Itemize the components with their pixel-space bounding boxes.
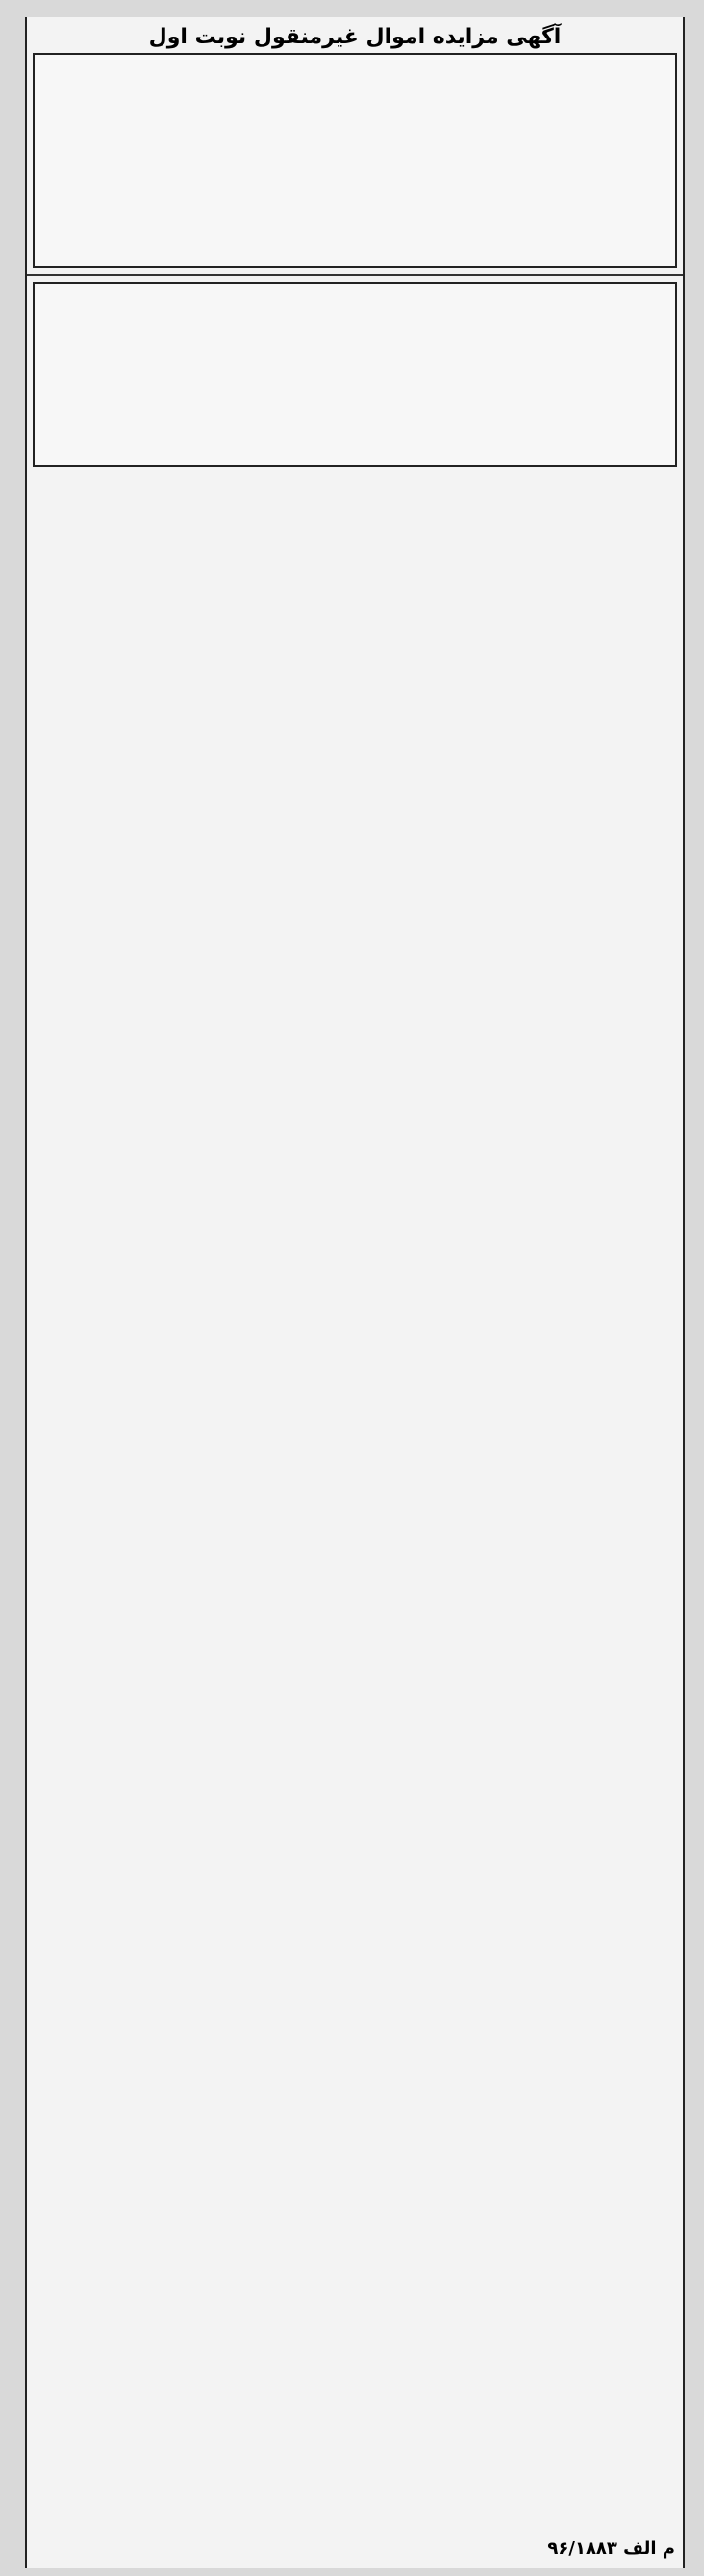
section-4 bbox=[33, 634, 677, 821]
section-2-paragraph-3 bbox=[40, 320, 669, 336]
section-2-paragraph-4 bbox=[40, 336, 669, 351]
section-1-paragraph-9 bbox=[40, 184, 669, 199]
section-4-paragraph-8 bbox=[38, 753, 671, 769]
section-1-boxed bbox=[33, 53, 677, 268]
section-7-paragraph-4 bbox=[38, 1223, 671, 1238]
section-3-paragraph-4 bbox=[38, 530, 671, 545]
section-4-paragraph-4 bbox=[38, 692, 671, 707]
section-3-paragraph-2 bbox=[38, 499, 671, 515]
section-1-paragraph-11 bbox=[40, 215, 669, 230]
section-4-paragraph-2 bbox=[38, 661, 671, 676]
section-4-paragraph-5 bbox=[38, 707, 671, 722]
section-7-paragraph-6 bbox=[38, 1253, 671, 1269]
section-6 bbox=[33, 988, 677, 1159]
section-6-paragraph-4 bbox=[38, 1046, 671, 1061]
section-6-paragraph-7 bbox=[38, 1092, 671, 1107]
section-5-paragraph-8 bbox=[38, 946, 671, 961]
section-3-paragraph-9 bbox=[38, 607, 671, 622]
page-title: آگهی مزایده اموال غیرمنقول نوبت اول bbox=[148, 25, 562, 49]
section-1-paragraph-8 bbox=[40, 168, 669, 184]
section-6-paragraph-1 bbox=[38, 999, 671, 1015]
clipping-divider bbox=[27, 274, 683, 276]
section-5-paragraph-4 bbox=[38, 884, 671, 899]
section-3 bbox=[33, 472, 677, 628]
section-2-boxed bbox=[33, 282, 677, 467]
section-6-paragraph-5 bbox=[38, 1061, 671, 1076]
section-2-paragraph-8 bbox=[40, 397, 669, 413]
section-4-paragraph-11 bbox=[38, 799, 671, 815]
section-1-paragraph-10 bbox=[40, 199, 669, 215]
section-2-paragraph-1 bbox=[40, 290, 669, 305]
section-1-paragraph-12 bbox=[40, 230, 669, 245]
section-1-paragraph-13 bbox=[40, 245, 669, 261]
section-4-paragraph-7 bbox=[38, 738, 671, 753]
section-6-paragraph-3 bbox=[38, 1030, 671, 1046]
section-2-paragraph-2 bbox=[40, 305, 669, 320]
section-7-paragraph-2 bbox=[38, 1192, 671, 1207]
section-7-paragraph-1 bbox=[38, 1176, 671, 1192]
section-7-paragraph-3 bbox=[38, 1207, 671, 1223]
section-1-paragraph-1 bbox=[40, 61, 669, 76]
section-7 bbox=[33, 1165, 677, 1336]
section-7-paragraph-7 bbox=[38, 1269, 671, 1284]
section-2-paragraph-7 bbox=[40, 382, 669, 397]
section-1-paragraph-2 bbox=[40, 76, 669, 91]
section-2-paragraph-6 bbox=[40, 366, 669, 382]
section-4-paragraph-3 bbox=[38, 676, 671, 692]
section-7-paragraph-8 bbox=[38, 1284, 671, 1300]
section-6-paragraph-10 bbox=[38, 1138, 671, 1153]
reference-number: م الف ۹۶/۱۸۸۳ bbox=[547, 2538, 675, 2559]
section-5 bbox=[33, 826, 677, 982]
section-3-paragraph-3 bbox=[38, 515, 671, 530]
section-4-paragraph-9 bbox=[38, 769, 671, 784]
section-3-paragraph-1 bbox=[38, 484, 671, 499]
section-2-paragraph-5 bbox=[40, 351, 669, 366]
section-5-paragraph-2 bbox=[38, 853, 671, 869]
section-1-paragraph-4 bbox=[40, 107, 669, 122]
section-6-paragraph-2 bbox=[38, 1015, 671, 1030]
section-1-paragraph-5 bbox=[40, 122, 669, 138]
section-1-paragraph-3 bbox=[40, 91, 669, 107]
section-5-paragraph-7 bbox=[38, 930, 671, 946]
section-6-paragraph-9 bbox=[38, 1123, 671, 1138]
section-4-paragraph-6 bbox=[38, 722, 671, 738]
section-7-paragraph-10 bbox=[38, 1315, 671, 1330]
section-6-paragraph-8 bbox=[38, 1107, 671, 1123]
section-1-paragraph-7 bbox=[40, 153, 669, 168]
section-3-paragraph-6 bbox=[38, 561, 671, 576]
section-3-paragraph-7 bbox=[38, 576, 671, 592]
section-4-paragraph-1 bbox=[38, 645, 671, 661]
section-5-paragraph-1 bbox=[38, 838, 671, 853]
section-2-paragraph-9 bbox=[40, 413, 669, 428]
section-6-paragraph-6 bbox=[38, 1076, 671, 1092]
section-1-paragraph-6 bbox=[40, 138, 669, 153]
newspaper-clipping bbox=[25, 17, 685, 2568]
section-4-paragraph-10 bbox=[38, 784, 671, 799]
section-7-paragraph-9 bbox=[38, 1300, 671, 1315]
section-7-paragraph-5 bbox=[38, 1238, 671, 1253]
section-3-paragraph-5 bbox=[38, 545, 671, 561]
section-5-paragraph-6 bbox=[38, 915, 671, 930]
section-5-paragraph-3 bbox=[38, 869, 671, 884]
section-2-paragraph-11 bbox=[40, 443, 669, 459]
section-5-paragraph-9 bbox=[38, 961, 671, 976]
section-5-paragraph-5 bbox=[38, 899, 671, 915]
section-3-paragraph-8 bbox=[38, 592, 671, 607]
section-2-paragraph-10 bbox=[40, 428, 669, 443]
